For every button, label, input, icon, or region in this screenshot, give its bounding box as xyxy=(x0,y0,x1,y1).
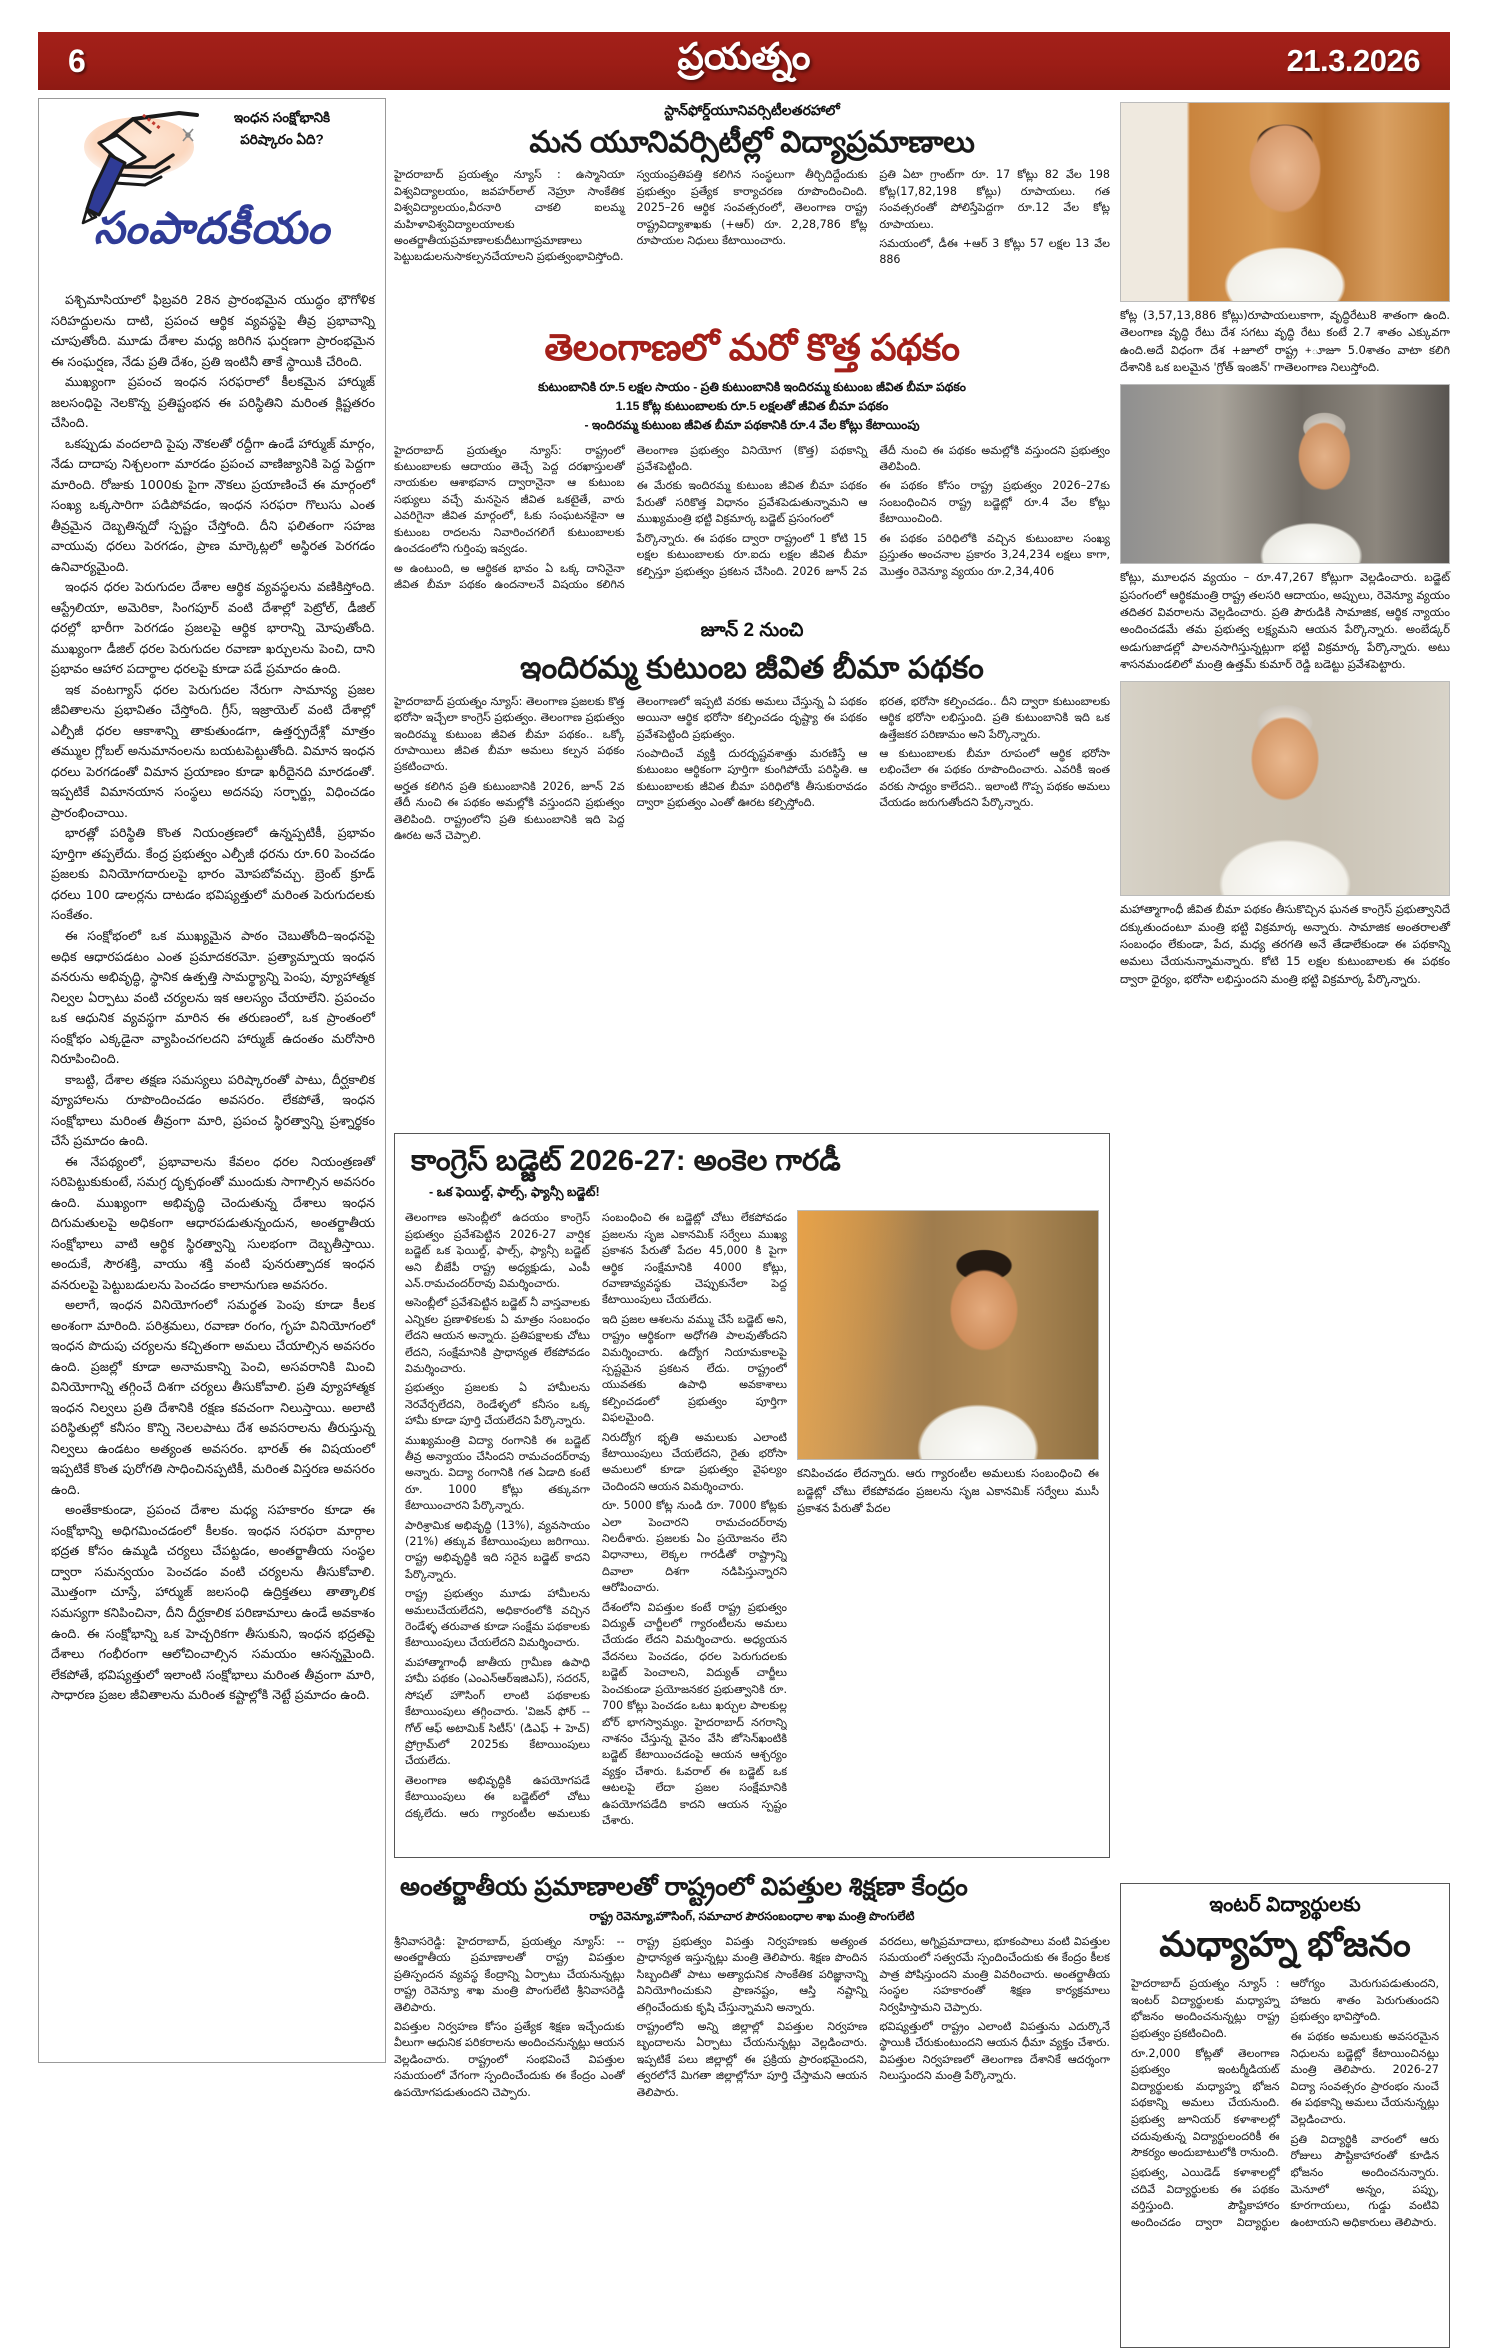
editorial-kicker-line1: ఇంధన సంక్షోభానికి xyxy=(233,110,331,125)
story-disaster xyxy=(394,1868,1110,2348)
story-paragraph: ఈ పథకం పరిధిలోకి వచ్చిన కుటుంబాల సంఖ్య ప్రస్తుతం అంచనాల ప్రకారం 3,24,234 లక్షలు కాగా, మొత్తం రెవెన్యూ వ్యయం రూ.2,34,406 xyxy=(879,531,1110,578)
page-number: 6 xyxy=(68,42,87,79)
story-paragraph: హైదరాబాద్ ప్రయత్నం న్యూస్ : ఇంటర్ విద్యార్థులకు మధ్యాహ్న భోజనం అందించనున్నట్లు రాష్ట్ర ప్రభుత్వం ప్రకటించింది. xyxy=(1131,1977,1280,2040)
story-paragraph: వరదలు, అగ్నిప్రమాదాలు, భూకంపాలు వంటి విపత్తుల సమయంలో సత్వరమే స్పందించేందుకు ఈ కేంద్రం కీలక పాత్ర పోషిస్తుందని మంత్రి వివరించారు. అంతర్జాతీయ సంస్థల సహకారంతో శిక్షణ కార్యక్రమాలు నిర్వహిస్తామని చెప్పారు. xyxy=(879,1934,1110,2014)
photo-block-2 xyxy=(1120,384,1450,673)
story-university-headline: మన యూనివర్సిటీల్లో విద్యాప్రమాణాలు xyxy=(529,126,975,159)
story-paragraph: శ్రీనివాసరెడ్డి: హైదరాబాద్, ప్రయత్నం న్యూస్: -- అంతర్జాతీయ ప్రమాణాలతో రాష్ట్ర విపత్తుల ప్రతిస్పందన వ్యవస్థ కేంద్రాన్ని ఏర్పాటు చేయనున్నట్లు రాష్ట్ర రెవెన్యూ శాఖ మంత్రి పొంగులేటి శ్రీనివాసరెడ్డి తెలిపారు. xyxy=(394,1934,625,2014)
story-paragraph: హైదరాబాద్ ప్రయత్నం న్యూస్ : ఉస్మానియా విశ్వవిద్యాలయం, జవహర్‌లాల్ నెహ్రూ సాంకేతిక విశ్వవిద్యాలయం,వీరనారి చాకలి ఐలమ్మ మహిళావిశ్వవిద్యాలయాలకు అంతర్జాతీయప్రమాణాలకుదీటుగాప్రమాణాలు పెట్టుబడులనుసాకల్పనచేయాలని ప్రభుత్వంభావిస్తోంది. xyxy=(394,168,625,264)
story-paragraph: హైదరాబాద్ ప్రయత్నం న్యూస్: రాష్ట్రంలో కుటుంబాలకు ఆదాయం తెచ్చే పెద్ద దరఖాస్తులతో నాయకుల ఆశాభవాన ద్వారానైనా ఆ కుటుంబ సభ్యులు వచ్చే మనసైన జీవిత ఒకటైతే, వారు ఎవరిగైనా జీవిత మార్గంలో, ఓకు సంఘటనకైనా ఆ కుటుంబ రాదలను నివారించగలిగే కుటుంబాలకు ఉంచడంలోని గుర్తింపు ఇవ్వడం. xyxy=(394,443,625,556)
story-university-kicker: స్టాన్‌ఫోర్డ్‌యూనివర్సిటీలతరహాలో xyxy=(664,102,840,118)
story-paragraph: సంపాదించే వ్యక్తి దురదృష్టవశాత్తు మరణిస్తే ఆ కుటుంబం ఆర్థికంగా పూర్తిగా కుంగిపోయే పరిస్థితి. ఆ కుటుంబాలకు జీవిత బీమా పరిధిలోకి తీసుకురావడం ద్వారా ప్రభుత్వం ఎంతో ఊరట కల్పిస్తోంది. xyxy=(636,747,868,810)
story-paragraph: మహాత్మాగాంధీ జాతీయ గ్రామీణ ఉపాధి హామీ పథకం (ఎంఎన్ఆర్ఇజిఎస్), సదరన్, సోషల్ హౌసింగ్ లాంటి పథకాలకు కేటాయింపులు తగ్గించారు. 'విజన్ ఫోర్ -- గోల్ ఆఫ్ అటామిక్ సిటీస్' (డిఎఫ్ + హెచ్) ప్రోగ్రామ్‌లో 2025కు కేటాయింపులు చేయలేదు. xyxy=(405,1655,590,1768)
story-budget xyxy=(394,1133,1110,1858)
story-scheme-subline: కుటుంబానికి రూ.5 లక్షల సాయం - ప్రతి కుటుంబానికి ఇందిరమ్మ కుటుంబ జీవిత బీమా పథకం xyxy=(538,379,966,394)
photo-block-3 xyxy=(1120,681,1450,988)
publication-title: ప్రయత్నం xyxy=(677,35,811,77)
editorial-masthead xyxy=(39,99,385,284)
story-paragraph: ప్రభుత్వం ప్రజలకు ఏ హామీలను నెరవేర్చలేదని, రెండేళ్ళలో కనీసం ఒక్క హామీ కూడా పూర్తి చేయలేదని పేర్కొన్నారు. xyxy=(405,1381,590,1428)
editorial-kicker-line2: పరిష్కారం ఏది? xyxy=(240,132,324,148)
story-paragraph: ఈ పథకం అమలుకు అవసరమైన నిధులను బడ్జెట్లో కేటాయించినట్లు మంత్రి తెలిపారు. 2026-27 విద్యా సంవత్సరం ప్రారంభం నుంచే ఈ పథకాన్ని అమలు చేయనున్నట్లు వెల్లడించారు. xyxy=(1290,2029,1439,2127)
story-paragraph: పేర్కొన్నారు. ఈ పథకం ద్వారా రాష్ట్రంలో 1 కోటి 15 లక్షల కుటుంబాలకు రూ.ఐదు లక్షల జీవిత బీమా కల్పిస్తూ ప్రభుత్వం ప్రకటన చేసింది. 2026 జూన్ 2వ తేదీ నుంచి ఈ పథకం అమల్లోకి వస్తుందని ప్రభుత్వం తెలిపింది. xyxy=(636,443,1110,578)
story-disaster-body xyxy=(394,1934,1110,2334)
story-midday xyxy=(1120,1883,1450,2348)
story-paragraph: భవిష్యత్తులో రాష్ట్రం ఎలాంటి విపత్తును ఎదుర్కొనే స్థాయికి చేరుకుంటుందని ఆయన ధీమా వ్యక్తం చేశారు. విపత్తుల నిర్వహణలో తెలంగాణ దేశానికే ఆదర్శంగా నిలుస్తుందని మంత్రి పేర్కొన్నారు. xyxy=(879,2020,1110,2083)
story-paragraph: తెలంగాణలో ఇప్పటి వరకు అమలు చేస్తున్న ఏ పథకం అయినా ఆర్థిక భరోసా కల్పించడం దృష్ట్యా ఈ పథకం ప్రవేశపెట్టింది ప్రభుత్వం. xyxy=(636,694,868,741)
story-midday-headline: మధ్యాహ్న భోజనం xyxy=(1159,1925,1411,1964)
story-paragraph: ప్రభుత్వ, ఎయిడెడ్ కళాశాలల్లో చదివే విద్యార్థులకు ఈ పథకం వర్తిస్తుంది. పౌష్టికాహారం అందించడం ద్వారా విద్యార్థుల ఆరోగ్యం మెరుగుపడుతుందని, హాజరు శాతం పెరుగుతుందని ప్రభుత్వం భావిస్తోంది. xyxy=(1131,1977,1439,2229)
story-paragraph: రాష్ట్ర ప్రభుత్వం విపత్తు నిర్వహణకు అత్యంత ప్రాధాన్యత ఇస్తున్నట్లు మంత్రి తెలిపారు. శిక్షణ పొందిన సిబ్బందితో పాటు అత్యాధునిక సాంకేతిక పరిజ్ఞానాన్ని వినియోగించుకుని ప్రాణనష్టం, ఆస్తి నష్టాన్ని తగ్గించేందుకు కృషి చేస్తున్నామని అన్నారు. xyxy=(636,1934,868,2014)
story-scheme-body xyxy=(394,443,1110,608)
page-columns xyxy=(38,98,1450,2248)
photo-caption: కోట్లు, మూలధన వ్యయం – రూ.47,267 కోట్లుగా వెల్లడించారు. బడ్జెట్ ప్రసంగంలో ఆర్థికమంత్రి రాష్ట్ర తలసరి ఆదాయం, అప్పులు, రెవెన్యూ వ్యయం తదితర వివరాలను వెల్లడించారు. ప్రతి పౌరుడికి సామాజిక, ఆర్థిక న్యాయం అందించడమే తమ ప్రభుత్వ లక్ష్యమని ఆయన పేర్కొన్నారు. అంబేడ్కర్ అడుగుజాడల్లో పాలనసాగిస్తున్నట్లుగా భట్టి విక్రమార్క పేర్కొన్నారు. అటు శాసనమండలిలో మంత్రి ఉత్తమ్ కుమార్ రెడ్డి బడెట్టు ప్రవేశపెట్టారు. xyxy=(1120,570,1450,671)
editorial-kicker xyxy=(187,107,377,152)
photo-bjp-leader xyxy=(797,1210,1099,1460)
story-insurance-kicker: జూన్ 2 నుంచి xyxy=(700,619,804,641)
story-paragraph: ఈ మేరకు ఇందిరమ్మ కుటుంబ జీవిత బీమా పథకం పేరుతో సరికొత్త విధానం ప్రవేశపెడుతున్నామని ఆ ముఖ్యమంత్రి భట్టి విక్రమార్క బడ్జెట్ ప్రసంగంలో xyxy=(636,479,868,526)
editorial-paragraph: ముఖ్యంగా ప్రపంచ ఇంధన సరఫరాలో కీలకమైన హార్ముజ్ జలసంధిపై నెలకొన్న ప్రతిష్టంభన ఈ పరిస్థితిని మరింత క్లిష్టతరం చేసింది. xyxy=(51,374,375,431)
editorial-paragraph: ఇక వంటగ్యాస్ ధరల పెరుగుదల నేరుగా సామాన్య ప్రజల జీవితాలను ప్రభావితం చేస్తోంది. గ్రీస్, ఇజ్రాయెల్ వంటి దేశాల్లో ఎల్పీజీ ధరల ఆకాశాన్ని తాకుతుండగా, ఉత్తర్ప్రదేశ్లో మాత్రం తమ్ముల గ్లోబల్ అనుమానంలను బయటపెట్టుతోంది. విమాన ఇంధన ధరలు పెరగడంతో విమాన ప్రయాణం కూడా ఖరీదైనది మారడంతో. ఇప్పటికే విమానయాన సంస్థలు అదనపు సర్ఛార్జ్లు విధించడం ప్రారంభించాయి. xyxy=(51,681,375,820)
story-paragraph: ప్రతి ఏటా గ్రాంట్‌గా రూ. 17 కోట్లు 82 వేల 198 కోట్ల(17,82,198 కోట్లు) రూపాయలు. గత సంవత్సరంతో పోలిస్తేపెద్దగా రూ.12 వేల కోట్ల రూపాయలు. xyxy=(879,168,1110,231)
story-paragraph: రూ.2,000 కోట్లతో తెలంగాణ ప్రభుత్వం ఇంటర్మీడియట్ విద్యార్థులకు మధ్యాహ్న భోజన పథకాన్ని అమలు చేయనుంది. ప్రభుత్వ జూనియర్ కళాశాలల్లో చదువుతున్న విద్యార్థులందరికీ ఈ సౌకర్యం అందుబాటులోకి రానుంది. xyxy=(1131,2046,1280,2160)
story-paragraph: నిరుద్యోగ భృతి అమలుకు ఎలాంటి కేటాయింపులు చేయలేదని, రైతు భరోసా అమలులో కూడా ప్రభుత్వం వైఫల్యం చెందిందని ఆయన విమర్శించారు. xyxy=(602,1430,787,1493)
story-paragraph: అ ఉంటుంది, అ ఆర్థికత భావం ఏ ఒక్క దానినైనా జీవిత బీమా పథకం ఉందనాలనే విషయం కలిగిన తెలంగాణ ప్రభుత్వం వినియోగ (కొత్త) పథకాన్ని ప్రవేశపెట్టింది. xyxy=(394,443,868,591)
story-paragraph: ఇది ప్రజల ఆశలను వమ్ము చేసే బడ్జెట్ అని, రాష్ట్రం ఆర్థికంగా అధోగతి పాలవుతోందని విమర్శించారు. ఉద్యోగ నియామకాలపై స్పష్టమైన ప్రకటన లేదు. రాష్ట్రంలో యువతకు ఉపాధి అవకాశాలు కల్పించడంలో ప్రభుత్వం పూర్తిగా విఫలమైంది. xyxy=(602,1312,787,1425)
story-paragraph: హైదరాబాద్ ప్రయత్నం న్యూస్: తెలంగాణ ప్రజలకు కొత్త భరోసా ఇచ్చేలా కాంగ్రెస్ ప్రభుత్వం. తెలంగాణ ప్రభుత్వం ఇందిరమ్మ కుటుంబ జీవిత బీమా పథకం.. ఒక్కో రూపాయిలు జీవిత బీమా అమలు కల్పన పథకం ప్రకటించారు. xyxy=(394,694,625,774)
story-paragraph: రూ. 5000 కోట్ల నుండి రూ. 7000 కోట్లకు ఎలా పెంచారని రామచందర్‌రావు నిలదీశారు. ప్రజలకు ఏం ప్రయోజనం లేని విధానాలు, లెక్కల గారడీతో రాష్ట్రాన్ని దివాలా దిశగా నడిపిస్తున్నారని ఆరోపించారు. xyxy=(602,1499,787,1595)
photo-cm-bhatti xyxy=(1120,681,1450,896)
masthead-banner xyxy=(38,32,1450,90)
story-scheme-subline: - ఇందిరమ్మ కుటుంబ జీవిత బీమా పథకానికి రూ.4 వేల కోట్లు కేటాయింపు xyxy=(584,417,920,432)
photo-caption: మహాత్మాగాంధీ జీవిత బీమా పథకం తీసుకొచ్చిన ఘనత కాంగ్రెస్ ప్రభుత్వానిదే దక్కుతుందంటూ మంత్రి భట్టి విక్రమార్క అన్నారు. సామాజిక అంతరాలతో సంబంధం లేకుండా, పేద, మధ్య తరగతి అనే తేడాలేకుండా ఈ పథకాన్ని అమలు చేయనున్నామన్నారు. కోటి 15 లక్షల కుటుంబాలకు ఈ పథకం ద్వారా ధైర్యం, భరోసా లభిస్తుందని మంత్రి భట్టి విక్రమార్క పేర్కొన్నారు. xyxy=(1120,902,1450,986)
story-paragraph: తెలంగాణ అభివృద్ధికి ఉపయోగపడే కేటాయింపులు ఈ బడ్జెట్‌లో చోటు దక్కలేదు. ఆరు గ్యారంటీల అమలుకు సంబంధించి ఈ బడ్జెట్లో చోటు లేకపోవడం ప్రజలను సృజ ఎకానమిక్ సర్వేలు ముఖ్య ప్రకాశన పేరుతో పేదల 45,000 కి పైగా ఆర్థిక సంక్షేమానికి 4000 కోట్లు, రవాణావ్యవస్థకు చెప్పుకునేలా పెద్ద కేటాయింపులు చేయలేదు. xyxy=(405,1211,787,1820)
editorial-paragraph: ఒకప్పుడు వందలాది పైపు నౌకలతో రద్దీగా ఉండే హార్ముజ్ మార్గం, నేడు దాదాపు నిశ్చలంగా మారడం ప్రపంచ వాణిజ్యానికి పెద్ద పెద్దగా మారింది. రోజుకు 1000కు పైగా నౌకలు ప్రయాణించే ఈ మార్గంలో సంఖ్య ఒక్కసారిగా పడిపోవడం, ఇంధన సరఫరా గొలుసు ఎంత తీవ్రమైన దెబ్బతిన్నదో స్పష్టం చేస్తోంది. దీని ఫలితంగా సహజ వాయువు ధరలు పెరగడం, ప్రాణ మార్కెట్లలో అస్థిరత పెరగడం ఉనివార్యమైంది. xyxy=(51,435,375,574)
story-paragraph: స్వయంప్రతిపత్తి కలిగిన సంస్థలుగా తీర్చిదిద్దేందుకు ప్రభుత్వం ప్రత్యేక కార్యాచరణ రూపొందించింది. 2025–26 ఆర్థిక సంవత్సరంలో, తెలంగాణ రాష్ట్ర రాష్ట్రవిద్యాశాఖకు (+ఆర్) రూ. 2,28,786 కోట్ల రూపాయల నిధులు కేటాయించారు. xyxy=(636,168,868,248)
publication-date: 21.3.2026 xyxy=(1286,43,1420,78)
story-paragraph: పారిశ్రామిక అభివృద్ధి (13%), వ్యవసాయం (21%) తక్కువ కేటాయింపులు జరిగాయి. రాష్ట్ర అభివృద్ధికి ఇది సరైన బడ్జెట్ కాదని పేర్కొన్నారు. xyxy=(405,1518,590,1581)
story-paragraph: దేశంలోని విపత్తుల కంటే రాష్ట్ర ప్రభుత్వం విద్యుత్ చార్జీలలో గ్యారంటీలను అమలు చేయడం లేదని విమర్శించారు. అధ్యయన వేదనలు పెంచడం, ధరల పెరుగుదలకు బడ్జెట్ పెంచాలని, విద్యుత్ చార్జీలు పెంచకుండా ప్రయోజనకర ప్రభుత్వానికి రూ. 700 కోట్లు పెంచడం ఒటు ఖర్చుల పాలకుల్ల బోర్ భాగస్వామ్యం. హైదరాబాద్ నగరాన్ని నాశనం చేస్తున్న వైనం వేసి జోసెన్‌ఖంటికి బడ్జెట్ కేటాయించడంపై ఆయన ఆశ్చర్యం వ్యక్తం చేశారు. ఓవరాల్ ఈ బడ్జెట్ ఒక ఆటలపై లేదా ప్రజల సంక్షేమానికి ఉపయోగపడేది కాదని ఆయన స్పష్టం చేశారు. xyxy=(602,1600,787,1827)
story-paragraph: ఆ కుటుంబాలకు బీమా రూపంలో ఆర్థిక భరోసా లభించేలా ఈ పథకం రూపొందించారు. ఎవరికీ ఇంత వరకు సాధ్యం కాలేదని.. ఇలాంటి గొప్ప పథకం అమలు చేయడం జరుగుతోందని పేర్కొన్నారు. xyxy=(879,747,1110,810)
editorial-paragraph: అంతేకాకుండా, ప్రపంచ దేశాల మధ్య సహకారం కూడా ఈ సంక్షోభాన్ని అధిగమించడంలో కీలకం. ఇంధన సరఫరా మార్గాల భద్రత కోసం ఉమ్మడి చర్యలు చేపట్టడం, అంతర్జాతీయ సంస్థల ద్వారా సమన్వయం పెంచడం వంటి చర్యలను తీసుకోవాలి. మొత్తంగా చూస్తే, హార్ముజ్ జలసంధి ఉద్రిక్తతలు తాత్కాలిక సమస్యగా కనిపించినా, దీని దీర్ఘకాలిక పరిణామాలు ఉండే అవకాశం ఉంది. ఈ సంక్షోభాన్ని ఒక హెచ్చరికగా తీసుకుని, ఇంధన భద్రతపై దేశాలు గంభీరంగా ఆలోచించాల్సిన సమయం ఆసన్నమైంది. లేకపోతే, భవిష్యత్తులో ఇలాంటి సంక్షోభాలు మరింత తీవ్రంగా మారి, సాధారణ ప్రజల జీవితాలను మరింత కష్టాల్లోకి నెట్టే ప్రమాదం ఉంది. xyxy=(51,1502,375,1703)
editorial-paragraph: ఈ నేపథ్యంలో, ప్రభావాలను కేవలం ధరల నియంత్రణతో సరిపెట్టుకుకుంటే, సమగ్ర దృక్పథంతో ముందుకు సాగాల్సిన అవసరం ఉంది. ముఖ్యంగా అభివృద్ధి చెందుతున్న దేశాలు ఇంధన దిగుమతులపై అధికంగా ఆధారపడుతున్నందున, అంతర్జాతీయ సంక్షోభాలు వాటి ఆర్థిక స్థిరత్వాన్ని సులభంగా దెబ్బతీస్తాయి. అందుకే, సౌరశక్తి, వాయు శక్తి వంటి పునరుత్పాదక ఇంధన వనరులపై పెట్టుబడులను పెంచడం కాలానుగుణ అవసరం. xyxy=(51,1153,375,1292)
story-paragraph: రాష్ట్ర ప్రభుత్వం మూడు హామీలను అమలుచేయలేదని, అధికారంలోకి వచ్చిన రెండేళ్ళ తరువాత కూడా సంక్షేమ పథకాలకు కేటాయింపులు చేయలేదని విమర్శించారు. xyxy=(405,1587,590,1650)
editorial-paragraph: పశ్చిమాసియాలో ఫిబ్రవరి 28న ప్రారంభమైన యుద్ధం భౌగోళిక సరిహద్దులను దాటి, ప్రపంచ ఆర్థిక వ్యవస్థపై తీవ్ర ప్రభావాన్ని చూపుతోంది. మూడు దేశాల మధ్య జరిగిన ఘర్షణగా ప్రారంభమైన ఈ సంఘర్షణ, నేడు ప్రతి దేశం, ప్రతి ఇంటినీ తాకే స్థాయికి చేరింది. xyxy=(51,292,375,369)
photo-caption: కనిపించడం లేదన్నారు. ఆరు గ్యారంటీల అమలుకు సంబంధించి ఈ బడ్జెట్లో చోటు లేకపోవడం ప్రజలను సృజ ఎకానమిక్ సర్వేలు ముసీ ప్రకాశన పేరుతో పేదల xyxy=(797,1466,1099,1515)
photo-minister-seated xyxy=(1120,102,1450,302)
editorial-paragraph: ఇంధన ధరల పెరుగుదల దేశాల ఆర్థిక వ్యవస్థలను వణికిస్తోంది. ఆస్ట్రేలియా, అమెరికా, సింగపూర్ వంటి దేశాల్లో పెట్రోల్, డీజిల్ ధరల్లో భారీగా పెరగడం ప్రజలపై ఆర్థిక భారాన్ని మోపుతోంది. ముఖ్యంగా డీజిల్ ధరల పెరుగుదల రవాణా ఖర్చులను పెంచి, దాని ప్రభావం ఆహార పదార్థాల ధరలపై కూడా పడే ప్రమాదం ఉంది. xyxy=(51,579,375,677)
photo-minister-assembly xyxy=(1120,384,1450,564)
story-insurance-body xyxy=(394,694,1110,899)
editorial-paragraph: అలాగే, ఇంధన వినియోగంలో సమర్థత పెంపు కూడా కీలక అంశంగా మారింది. పరిశ్రమలు, రవాణా రంగం, గృహ వినియోగంలో ఇంధన పొదుపు చర్యలను కచ్చితంగా అమలు చేయాల్సిన అవసరం ఉంది. ప్రజల్లో కూడా అనామకాన్ని పెంచి, అసవరానికి మించి వినియోగాన్ని తగ్గించే దిశగా చర్యలు తీసుకోవాలి. ప్రతి వ్యూహాత్మక ఇంధన నిల్వలు ప్రతి దేశానికి రక్షణ కవచంగా నిలుస్తాయి. అలాటి పరిస్థితుల్లో కనీసం కొన్ని నెలలపాటు దేశ అవసరాలను తీరుస్తున్న నిల్వలు ఉండటం అత్యంత అవసరం. భారత్ ఈ విషయంలో ఇప్పటికే కొంత పురోగతి సాధించినప్పటికీ, మరింత విస్తరణ అవసరం ఉంది. xyxy=(51,1297,375,1497)
story-university xyxy=(394,98,1110,317)
story-paragraph: ముఖ్యమంత్రి విద్యా రంగానికి ఈ బడ్జెట్ తీవ్ర అన్యాయం చేసిందని రామచందర్‌రావు అన్నారు. విద్యా రంగానికి గత ఏడాది కంటే రూ. 1000 కోట్లు తక్కువగా కేటాయించారని పేర్కొన్నారు. xyxy=(405,1433,590,1513)
story-paragraph: భరత, భరోసా కల్పించడం.. దీని ద్వారా కుటుంబాలకు ఆర్థిక భరోసా లభిస్తుంది. ప్రతి కుటుంబానికి ఇది ఒక ఉత్తేజకర పరిణామం అని పేర్కొన్నారు. xyxy=(879,694,1110,741)
story-scheme-sublines xyxy=(394,378,1110,435)
story-paragraph: సమయంలో, డీఈ +ఆర్ 3 కోట్లు 57 లక్షల 13 వేల 886 xyxy=(879,237,1110,267)
story-paragraph: రాష్ట్రంలోని అన్ని జిల్లాల్లో విపత్తుల నిర్వహణ బృందాలను ఏర్పాటు చేయనున్నట్లు వెల్లడించారు. ఇప్పటికే పలు జిల్లాల్లో ఈ ప్రక్రియ ప్రారంభమైందని, త్వరలోనే మిగతా జిల్లాల్లోనూ పూర్తి చేస్తామని ఆయన తెలిపారు. xyxy=(636,2020,868,2099)
editorial-paragraph: భారత్లో పరిస్థితి కొంత నియంత్రణలో ఉన్నప్పటికీ, ప్రభావం పూర్తిగా తప్పలేదు. కేంద్ర ప్రభుత్వం ఎల్పీజీ ధరను రూ.60 పెంచడం ప్రజలకు వినియోగదారులపై భారం మోపబోవచ్చు. బ్రెంట్ క్రూడ్ ధరలు 100 డాలర్లను దాటడం భవిష్యత్తులో మరింత పెరుగుదలకు సంకేతం. xyxy=(51,825,375,923)
right-photo-column xyxy=(1120,98,1450,988)
story-paragraph: ఈ పథకం కోసం రాష్ట్ర ప్రభుత్వం 2026–27కు సంబంధించిన రాష్ట్ర బడ్జెట్లో రూ.4 వేల కోట్లు కేటాయించింది. xyxy=(879,479,1110,526)
story-budget-body xyxy=(405,1210,787,1850)
story-scheme xyxy=(394,327,1110,607)
story-budget-headline: కాంగ్రెస్ బడ్జెట్ 2026-27: అంకెల గారడీ xyxy=(411,1145,841,1177)
story-midday-kicker: ఇంటర్ విద్యార్థులకు xyxy=(1209,1894,1361,1916)
story-insurance-headline: ఇందిరమ్మ కుటుంబ జీవిత బీమా పథకం xyxy=(520,649,984,685)
story-paragraph: ప్రతి విద్యార్థికి వారంలో ఆరు రోజులు పౌష్టికాహారంతో కూడిన భోజనం అందించనున్నారు. మెనూలో అన్నం, పప్పు, కూరగాయలు, గుడ్డు వంటివి ఉంటాయని అధికారులు తెలిపారు. xyxy=(1290,2132,1439,2229)
story-paragraph: అర్హత కలిగిన ప్రతి కుటుంబానికి 2026, జూన్ 2వ తేదీ నుంచి ఈ పథకం అమల్లోకి వస్తుందని ప్రభుత్వం తెలిపింది. రాష్ట్రంలోని ప్రతి కుటుంబానికి ఇది పెద్ద ఊరట అనే చెప్పాలి. xyxy=(394,779,625,843)
story-paragraph: అసెంబ్లీలో ప్రవేశపెట్టిన బడ్జెట్ నీ వాస్తవాలకు ఎన్నికల ప్రణాళికలకు ఏ మాత్రం సంబంధం లేదని ఆయన అన్నారు. ప్రతిపక్షాలకు చోటు లేదని, సంక్షేమానికి ప్రాధాన్యత లేకపోవడం విమర్శించారు. xyxy=(405,1296,590,1375)
story-disaster-kicker: రాష్ట్ర రెవెన్యూ,హౌసింగ్, సమాచార పౌరసంబంధాల శాఖ మంత్రి పొంగులేటి xyxy=(589,1910,915,1923)
editorial-logo-text: సంపాదకీయం xyxy=(93,203,331,254)
story-paragraph: విపత్తుల నిర్వహణ కోసం ప్రత్యేక శిక్షణ ఇచ్చేందుకు వీలుగా ఆధునిక పరికరాలను అందించనున్నట్లు ఆయన వెల్లడించారు. రాష్ట్రంలో సంభవించే విపత్తుల సమయంలో వేగంగా స్పందించేందుకు ఈ కేంద్రం ఎంతో ఉపయోగపడుతుందని చెప్పారు. xyxy=(394,2020,625,2099)
story-insurance xyxy=(394,620,1110,899)
story-paragraph: తెలంగాణ అసెంబ్లీలో ఉదయం కాంగ్రెస్ ప్రభుత్వం ప్రవేశపెట్టిన 2026-27 వార్షిక బడ్జెట్ ఒక ఫెయిల్డ్, ఫాల్స్, ఫ్యాన్సీ బడ్జెట్ అని బీజేపీ రాష్ట్ర అధ్యక్షుడు, ఎంపీ ఎన్.రామచందర్‌రావు విమర్శించారు. xyxy=(405,1211,590,1290)
center-column xyxy=(394,98,1110,899)
story-university-body xyxy=(394,167,1110,317)
story-scheme-headline: తెలంగాణలో మరో కొత్త పథకం xyxy=(544,327,960,369)
story-budget-subline: - ఒక ఫెయిల్డ్, ఫాల్స్, ఫ్యాన్సీ బడ్జెట్! xyxy=(429,1184,600,1199)
photo-block-1 xyxy=(1120,98,1450,376)
story-scheme-subline: 1.15 కోట్ల కుటుంబాలకు రూ.5 లక్షలతో జీవిత బీమా పథకం xyxy=(615,398,889,413)
editorial-paragraph: కాబట్టి, దేశాల తక్షణ సమస్యలు పరిష్కారంతో పాటు, దీర్ఘకాలిక వ్యూహాలను రూపొందించడం అవసరం. లేకపోతే, ఇంధన సంక్షోభాలు మరింత తీవ్రంగా మారి, ప్రపంచ స్థిరత్వాన్ని ప్రశ్నార్థకం చేసే ప్రమాదం ఉంది. xyxy=(51,1071,375,1149)
editorial-column xyxy=(38,98,386,2063)
story-midday-body xyxy=(1131,1976,1439,2331)
editorial-paragraph: ఈ సంక్షోభంలో ఒక ముఖ్యమైన పాఠం చెబుతోంది–ఇంధనపై అధిక ఆధారపడటం ఎంత ప్రమాదకరమో. ప్రత్యామ్నాయ ఇంధన వనరును అభివృద్ధి, స్థానిక ఉత్పత్తి సామర్థ్యాన్ని పెంపు, వ్యూహాత్మక నిల్వల ఏర్పాటు వంటి చర్యలను ఇక ఆలస్యం చేయాలేని. ప్రపంచం ఒక ఆధునిక వ్యవస్థగా మారిన ఈ తరుణంలో, ఒక ప్రాంతంలో సంక్షోభం ఎక్కడైనా వ్యాపించగలదని హార్ముజ్ ఉదంతం మరోసారి నిరూపించింది. xyxy=(51,927,375,1067)
editorial-body xyxy=(39,284,385,1714)
story-disaster-headline: అంతర్జాతీయ ప్రమాణాలతో రాష్ట్రంలో విపత్తుల శిక్షణా కేంద్రం xyxy=(400,1873,968,1901)
photo-caption: కోట్ల (3,57,13,886 కోట్లు)రూపాయలుకాగా, వృద్ధిరేటు8 శాతంగా ఉంది. తెలంగాణ వృద్ధి రేటు దేశ సగటు వృద్ధి రేటు కంటే 2.7 శాతం ఎక్కువగా ఉంది.అదే విధంగా దేశ +జూలో రాష్ట్ర +ూజూ 5.0శాతం వాటా కలిగి దేశానికి ఒక బలమైన 'గ్రోత్ ఇంజిన్' గాతెలంగాణ నిలుస్తోంది. xyxy=(1120,308,1450,374)
